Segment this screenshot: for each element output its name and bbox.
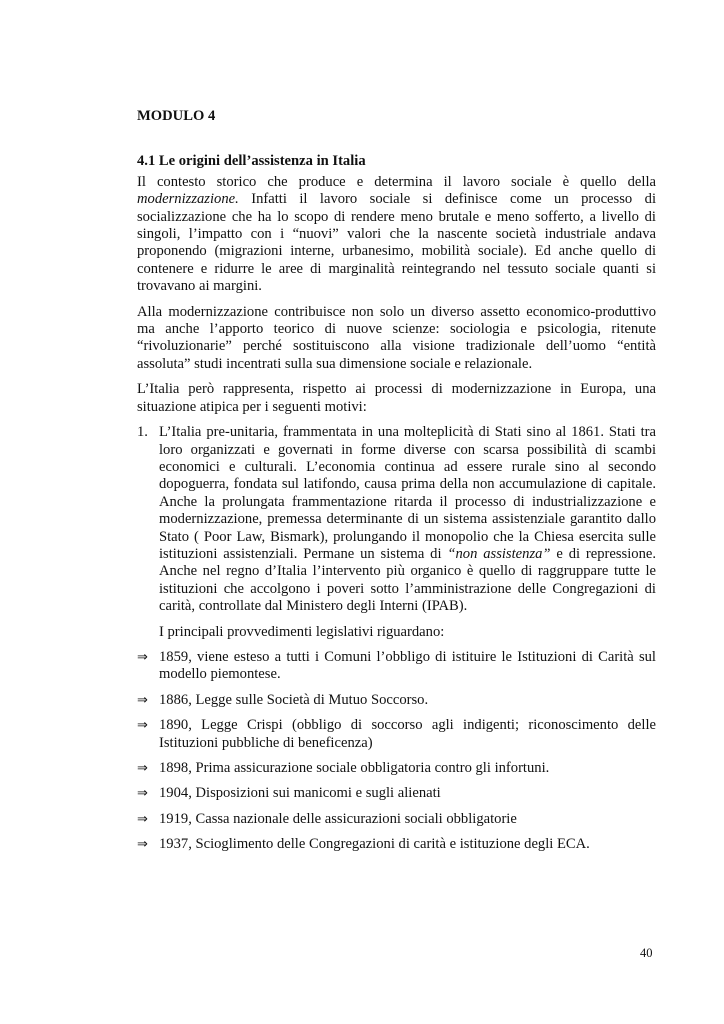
list-item-text: 1937, Scioglimento delle Congregazioni di carità e istituzione degli ECA. bbox=[159, 836, 590, 853]
arrow-right-icon: ⇒ bbox=[137, 761, 148, 776]
emphasis-non-assistenza: “non assistenza” bbox=[447, 545, 551, 562]
arrow-right-icon: ⇒ bbox=[137, 811, 148, 827]
arrow-right-icon: ⇒ bbox=[137, 649, 148, 665]
paragraph-text: Infatti il lavoro sociale si definisce come un processo di socializzazione che ha lo scopo di rendere meno brutale e meno sofferto, a livello di singoli, l’impatto con i “nuovi” valori che la nascente società industriale andava proponendo (migrazioni interne, urbanesimo, mobilità sociale). Ed anche quello di contenere e ridurre le aree di marginalità reintegrando nel tessuto sociale quanti si trovavano ai margini. bbox=[137, 191, 656, 295]
list-item-text: 1919, Cassa nazionale delle assicurazioni sociali obbligatorie bbox=[159, 810, 517, 827]
arrow-right-icon: ⇒ bbox=[137, 837, 148, 853]
list-item bbox=[137, 649, 656, 684]
item-text: L’Italia pre-unitaria, frammentata in una molteplicità di Stati sino al 1861. Stati tra loro organizzati e governati in forme diverse con scarsa possibilità di scambi economici e culturali. L’economia continua ad essere rurale sino al secondo dopoguerra, fondata sul latifondo, causa prima della non accumulazione di capitale. Anche la prolungata frammentazione ritarda il processo di industrializzazione e modernizzazione, premessa determinante di un sistema assistenziale garantito dallo Stato ( Poor Law, Bismark), prolungando il monopolio che la Chiesa esercita sulle istituzioni assistenziali. Permane un sistema di bbox=[159, 424, 656, 562]
page-content bbox=[137, 108, 656, 862]
item-text: e di repressione. Anche nel regno d’Italia l’intervento più organico è quello di raggruppare tutte le istituzioni che accolgono i poveri sotto l’amministrazione delle Congregazioni di carità, controllate dal Ministero degli Interni (IPAB). bbox=[159, 545, 657, 615]
paragraph-contesto-storico bbox=[137, 174, 656, 296]
module-title: MODULO 4 bbox=[137, 108, 216, 124]
list-item bbox=[137, 836, 656, 853]
paragraph-modernizzazione: Alla modernizzazione contribuisce non solo un diverso assetto economico-produttivo ma anche l’apporto teorico di nuove scienze: sociologia e psicologia, ritenute “rivoluzionarie” perché sostituiscono alla visione tradizionale dell’uomo “entità assoluta” studi incentrati sulla sua dimensione sociale e relazionale. bbox=[137, 303, 656, 372]
arrow-right-icon: ⇒ bbox=[137, 718, 148, 734]
list-item bbox=[137, 717, 656, 752]
legislation-list bbox=[137, 649, 656, 854]
paragraph-italia-atipica: L’Italia però rappresenta, rispetto ai processi di modernizzazione in Europa, una situazione atipica per i seguenti motivi: bbox=[137, 381, 656, 415]
arrow-right-icon: ⇒ bbox=[137, 786, 148, 802]
emphasis-modernizzazione: modernizzazione. bbox=[137, 191, 239, 208]
list-item bbox=[137, 811, 656, 828]
list-item bbox=[137, 760, 656, 777]
list-item-text: 1890, Legge Crispi (obbligo di soccorso agli indigenti; riconoscimento delle Istituzioni pubbliche di beneficenza) bbox=[159, 717, 656, 751]
list-item-text: 1886, Legge sulle Società di Mutuo Soccorso. bbox=[159, 691, 429, 708]
provvedimenti-intro: I principali provvedimenti legislativi riguardano: bbox=[159, 623, 445, 640]
item-number: 1. bbox=[137, 424, 148, 441]
section-title: 4.1 Le origini dell’assistenza in Italia bbox=[137, 153, 366, 170]
list-item bbox=[137, 692, 656, 709]
item-body bbox=[159, 424, 656, 615]
arrow-right-icon: ⇒ bbox=[137, 692, 148, 708]
list-item-text: 1904, Disposizioni sui manicomi e sugli alienati bbox=[159, 785, 441, 802]
list-item bbox=[137, 785, 656, 802]
page-number: 40 bbox=[640, 946, 653, 960]
paragraph-text: Il contesto storico che produce e determina il lavoro sociale è quello della bbox=[137, 173, 656, 190]
numbered-item-1 bbox=[137, 424, 656, 615]
list-item-text: 1898, Prima assicurazione sociale obbligatoria contro gli infortuni. bbox=[159, 760, 550, 776]
list-item-text: 1859, viene esteso a tutti i Comuni l’obbligo di istituire le Istituzioni di Carità sul modello piemontese. bbox=[159, 648, 656, 683]
